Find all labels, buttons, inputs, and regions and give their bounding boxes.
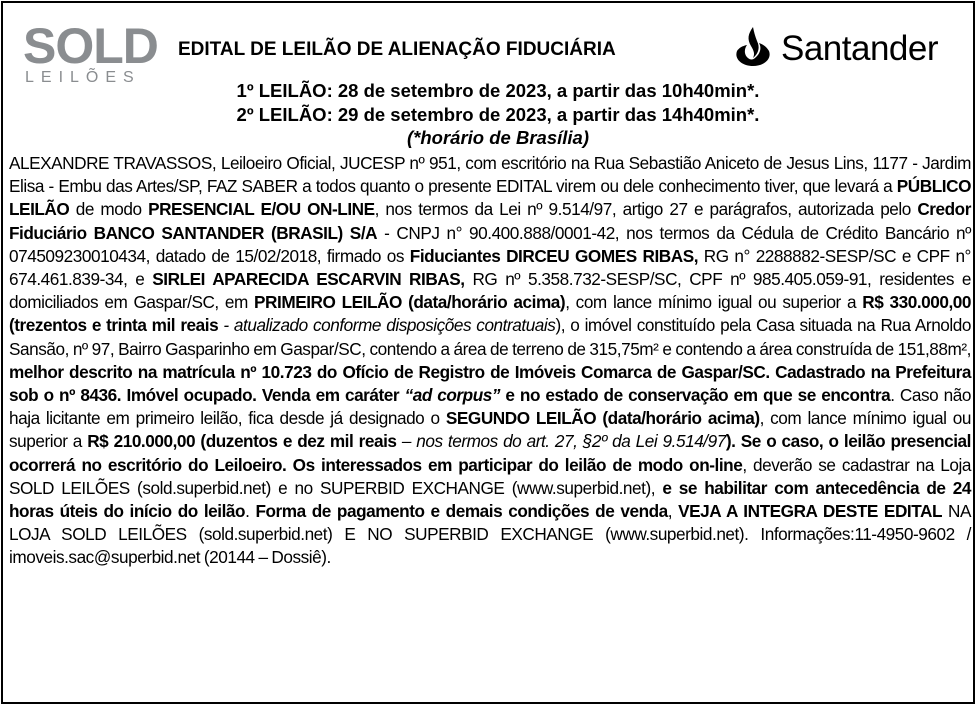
body-text-segment: ALEXANDRE TRAVASSOS, Leiloeiro Oficial, JUCESP nº 951, com escritório na Rua Sebastião Aniceto de Jesus Lins, 1177 - Jardim Elisa - Embu das Artes/SP, FAZ SABER a todos quanto o presente EDITAL virem ou dele conhecimento tiver, que levará a (9, 153, 971, 197)
second-auction-date: 2º LEILÃO: 29 de setembro de 2023, a partir das 14h40min*. (236, 104, 760, 125)
body-text-segment: , com lance mínimo igual ou superior a (9, 408, 971, 452)
body-text-bold: ). (725, 431, 741, 452)
body-text-segment: - CNPJ n° 90.400.888/0001-42, nos termos da Cédula de Crédito Bancário nº 074509230010434, datado de 15/02/2018, firmado os (9, 222, 971, 266)
property-registration: melhor descrito na matrícula nº 10.723 do Ofício de Registro de Imóveis Comarca de Gaspar/SC. Cadastrado na Prefeitura sob o nº 8436. Imóvel ocupado. Venda em caráter (9, 361, 971, 406)
body-text-segment: ), o imóvel constituído pela Casa situada na Rua Arnoldo Sansão, nº 97, Bairro Gasparinho em Gaspar/SC, contendo a área de terreno de 315,75m² e contendo a área construída de 151,88m², (9, 315, 971, 359)
sold-logo-subtitle: LEILÕES (25, 69, 141, 86)
creditor-name: Credor Fiduciário BANCO SANTANDER (BRASIL) S/A (9, 199, 971, 243)
santander-logo (731, 25, 967, 71)
contact-information: NA LOJA SOLD LEILÕES (sold.superbid.net) E NO SUPERBID EXCHANGE (www.superbid.net). Informações:11-4950-9602 / imoveis.sac@superbid.net (20144 – Dossiê). (9, 501, 972, 568)
body-text-bold: e no estado de conservação em que se encontra (500, 385, 891, 406)
body-text-segment: , com lance mínimo igual ou superior a (565, 292, 863, 313)
second-auction-label: SEGUNDO LEILÃO (data/horário acima) (445, 408, 760, 429)
body-text-segment: . Caso não haja licitante em primeiro leilão, fica desde já designado o (9, 385, 971, 429)
body-text-segment: RG nº 5.358.732-SESP/SC, CPF nº 985.405.059-91, residentes e domiciliados em Gaspar/SC, em (9, 269, 971, 313)
payment-conditions: Forma de pagamento e demais condições de venda (255, 501, 668, 522)
body-text-segment: , (667, 501, 679, 522)
sold-logo-word: SOLD (23, 18, 158, 74)
first-auction-date: 1º LEILÃO: 28 de setembro de 2023, a partir das 10h40min*. (236, 80, 760, 101)
body-text-segment: , deverão se cadastrar na Loja SOLD LEILÕES (sold.superbid.net) e no SUPERBID EXCHANGE (www.superbid.net), (9, 454, 971, 498)
first-auction-minimum-bid: R$ 330.000,00 (trezentos e trinta mil reais (9, 292, 972, 336)
auction-notice (1, 1, 975, 704)
body-text-bold: PÚBLICO LEILÃO (9, 176, 971, 220)
body-text-segment: de modo (69, 199, 149, 220)
notice-title: EDITAL DE LEILÃO DE ALIENAÇÃO FIDUCIÁRIA (178, 39, 616, 60)
notice-body (9, 152, 971, 570)
body-text-italic: – nos termos do art. 27, §2º da Lei 9.514/97 (396, 431, 726, 452)
santander-logo-word: Santander (781, 29, 939, 68)
timezone-note: (*horário de Brasília) (407, 127, 589, 148)
first-auction-label: PRIMEIRO LEILÃO (data/horário acima) (254, 292, 566, 313)
debtor-name-1: Fiduciantes DIRCEU GOMES RIBAS, (409, 245, 699, 266)
full-notice-reference: VEJA A INTEGRA DESTE EDITAL (678, 501, 943, 522)
body-text-italic: - atualizado conforme disposições contratuais (218, 315, 556, 336)
registration-deadline: e se habilitar com antecedência de 24 horas úteis do início do leilão (9, 477, 971, 522)
body-text-segment: RG n° 2288882-SESP/SC e CPF n° 674.461.839-34, e (9, 245, 971, 290)
ad-corpus-term: “ad corpus” (404, 385, 501, 406)
online-participation-note: Se o caso, o leilão presencial ocorrerá no escritório do Leiloeiro. Os interessados em participar do leilão de modo on-line (9, 431, 971, 475)
body-text-segment: , nos termos da Lei nº 9.514/97, artigo 27 e parágrafos, autorizada pelo (374, 199, 918, 220)
santander-flame-icon (731, 25, 775, 69)
body-text-segment: . (245, 501, 256, 522)
second-auction-minimum-bid: R$ 210.000,00 (duzentos e dez mil reais (87, 431, 397, 452)
body-text-bold: PRESENCIAL E/OU ON-LINE (148, 199, 375, 220)
debtor-name-2: SIRLEI APARECIDA ESCARVIN RIBAS, (152, 269, 465, 290)
